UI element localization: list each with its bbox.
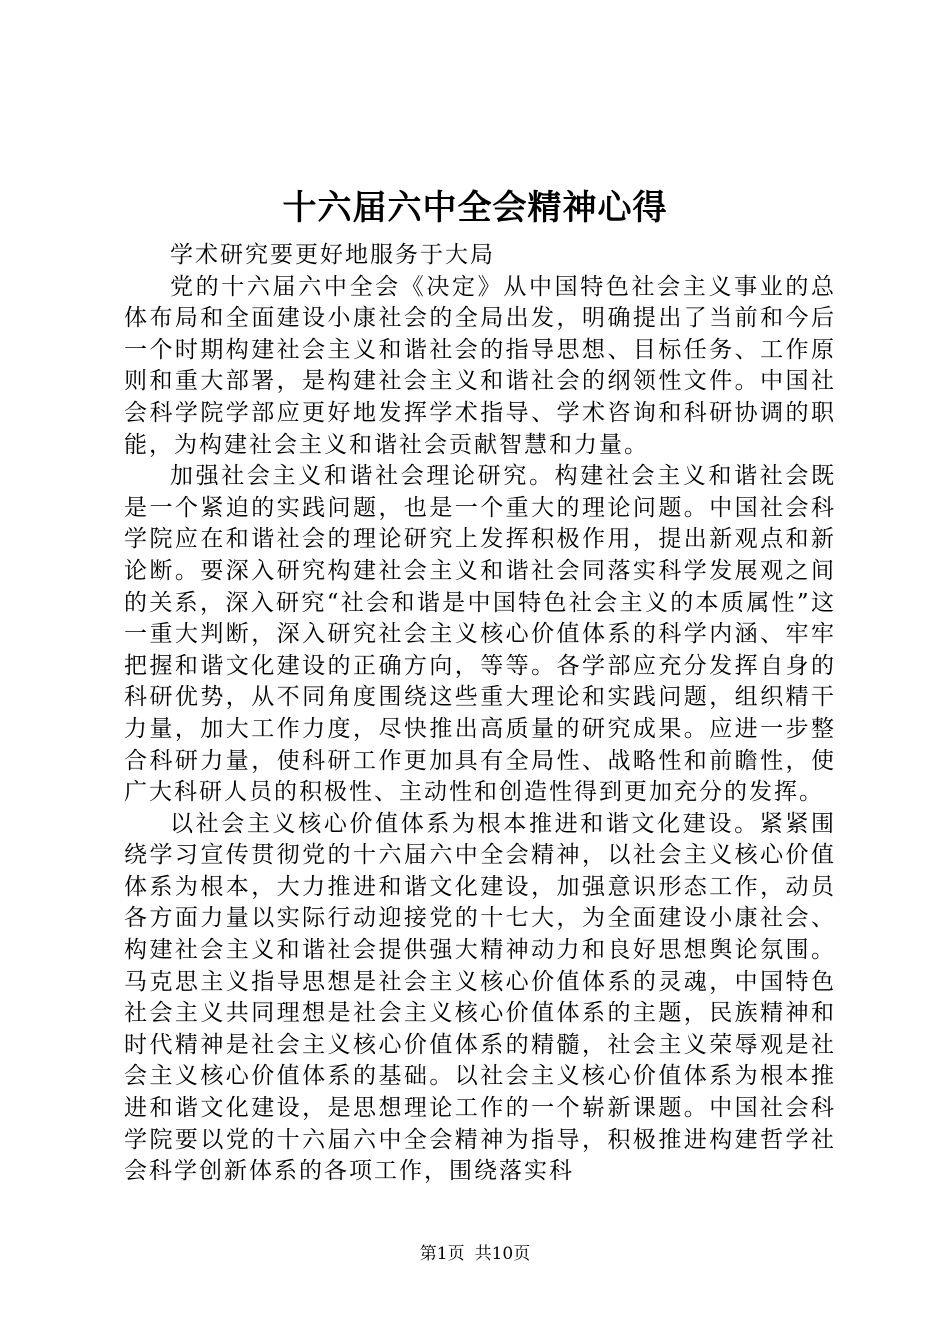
paragraph: 加强社会主义和谐社会理论研究。构建社会主义和谐社会既是一个紧迫的实践问题，也是一个重大的理论问题。中国社会科学院应在和谐社会的理论研究上发挥积极作用，提出新观点和新论断。要深入研究构建社会主义和谐社会同落实科学发展观之间的关系，深入研究“社会和谐是中国特色社会主义的本质属性”这一重大判断，深入研究社会主义核心价值体系的科学内涵、牢牢把握和谐文化建设的正确方向，等等。各学部应充分发挥自身的科研优势，从不同角度围绕这些重大理论和实践问题，组织精干力量，加大工作力度，尽快推出高质量的研究成果。应进一步整合科研力量，使科研工作更加具有全局性、战略性和前瞻性，使广大科研人员的积极性、主动性和创造性得到更加充分的发挥。 [124,463,836,806]
page-total: 共10页 [474,1244,531,1264]
paragraph: 以社会主义核心价值体系为根本推进和谐文化建设。紧紧围绕学习宣传贯彻党的十六届六中全会精神，以社会主义核心价值体系为根本，大力推进和谐文化建设，加强意识形态工作，动员各方面力量以实际行动迎接党的十七大，为全面建设小康社会、构建社会主义和谐社会提供强大精神动力和良好思想舆论氛围。马克思主义指导思想是社会主义核心价值体系的灵魂，中国特色社会主义共同理想是社会主义核心价值体系的主题，民族精神和时代精神是社会主义核心价值体系的精髓，社会主义荣辱观是社会主义核心价值体系的基础。以社会主义核心价值体系为根本推进和谐文化建设，是思想理论工作的一个崭新课题。中国社会科学院要以党的十六届六中全会精神为指导，积极推进构建哲学社会科学创新体系的各项工作，围绕落实科 [124,810,836,1185]
paragraph-subtitle: 学术研究要更好地服务于大局 [170,242,495,268]
page-number: 第1页 [419,1244,465,1264]
document-title: 十六届六中全会精神心得 [282,188,668,228]
document-body [124,240,836,1188]
page-footer [0,1242,950,1266]
paragraph: 党的十六届六中全会《决定》从中国特色社会主义事业的总体布局和全面建设小康社会的全局出发，明确提出了当前和今后一个时期构建社会主义和谐社会的指导思想、目标任务、工作原则和重大部署，是构建社会主义和谐社会的纲领性文件。中国社会科学院学部应更好地发挥学术指导、学术咨询和科研协调的职能，为构建社会主义和谐社会贡献智慧和力量。 [124,273,836,458]
